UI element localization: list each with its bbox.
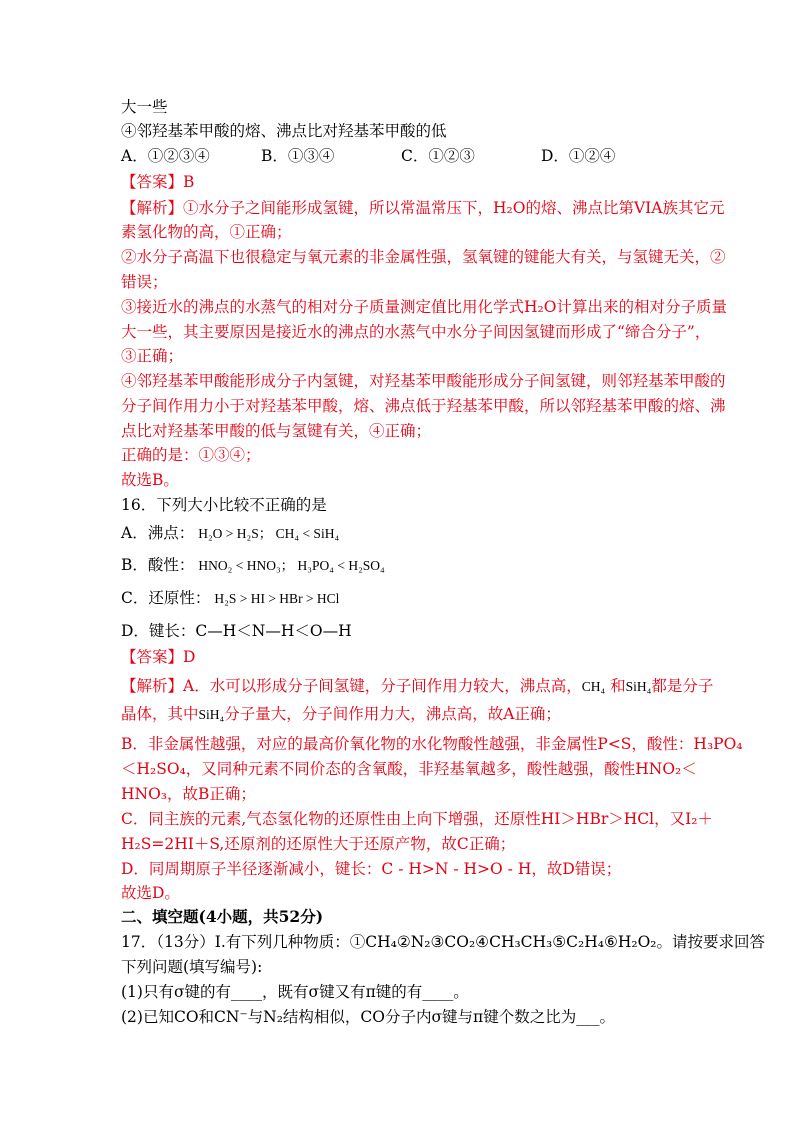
question-17: 下列问题(填写编号): — [121, 958, 263, 976]
formula: SiH₄ — [198, 707, 225, 722]
explanation-line: 点比对羟基苯甲酸的低与氢键有关，④正确； — [121, 422, 432, 440]
explanation-line: 故选B。 — [121, 471, 179, 489]
text-line: 大一些 — [121, 98, 168, 116]
option-label: A．沸点： — [121, 524, 195, 542]
explanation-line: ②水分子高温下也很稳定与氧元素的非金属性强，氢氧键的键能大有关，与氢键无关，② — [121, 248, 726, 266]
explanation-line: B．非金属性越强，对应的最高价氧化物的水化物酸性越强，非金属性P<S，酸性：H₃PO₄ — [121, 735, 743, 753]
explanation-line: 分子间作用力小于对羟基苯甲酸，熔、沸点低于羟基苯甲酸，所以邻羟基苯甲酸的熔、沸 — [121, 397, 726, 415]
option-c: C．①②③ — [401, 147, 475, 165]
formula: SiH₄ — [625, 679, 652, 694]
explanation-line: 正确的是：①③④； — [121, 446, 261, 464]
explanation-line: 故选D。 — [121, 884, 180, 902]
formula: CH₄ — [581, 679, 606, 694]
option-label: C．还原性： — [121, 589, 211, 607]
answer-label: 【答案】B — [121, 173, 195, 191]
q16-option-b — [121, 554, 385, 577]
option-a: A．①②③④ — [121, 147, 210, 165]
explanation-line: HNO₃，故B正确； — [121, 785, 256, 803]
explanation-line: 【解析】①水分子之间能形成氢键，所以常温常压下，H₂O的熔、沸点比第VIA族其它元 — [121, 199, 725, 217]
explanation-line: ＜H₂SO₄，又同种元素不同价态的含氧酸，非羟基氧越多，酸性越强，酸性HNO₂＜ — [121, 760, 697, 778]
text-span: 都是分子 — [651, 677, 714, 695]
formula: HNO₂ < HNO₃； H₃PO₄ < H₂SO₄ — [198, 558, 385, 573]
explanation-line: ③接近水的沸点的水蒸气的相对分子质量测定值比用化学式H₂O计算出来的相对分子质量 — [121, 298, 727, 316]
explanation-line — [121, 703, 561, 726]
option-label: B．酸性： — [121, 556, 195, 574]
formula: H₂S > HI > HBr > HCl — [214, 591, 340, 606]
explanation-line: ④邻羟基苯甲酸能形成分子内氢键，对羟基苯甲酸能形成分子间氢键，则邻羟基苯甲酸的 — [121, 372, 726, 390]
text-span: 【解析】A．水可以形成分子间氢键，分子间作用力较大，沸点高， — [121, 677, 582, 695]
q16-option-a — [121, 522, 339, 545]
formula: H₂O > H₂S； CH₄ < SiH₄ — [198, 526, 340, 541]
q16-option-d: D．键长：C—H＜N—H＜O—H — [121, 622, 352, 640]
section-heading: 二、填空题(4小题，共52分) — [121, 907, 324, 926]
option-b: B．①③④ — [261, 147, 335, 165]
text-span: 和 — [605, 677, 626, 695]
question-16: 16．下列大小比较不正确的是 — [121, 496, 327, 514]
q16-option-c — [121, 587, 339, 610]
explanation-line: 错误； — [121, 273, 168, 291]
answer-label: 【答案】D — [121, 648, 196, 666]
explanation-line: D．同周期原子半径逐渐减小，键长：C - H>N - H>O - H，故D错误； — [121, 860, 622, 878]
text-span: 分子量大，分子间作用力大，沸点高，故A正确； — [224, 705, 561, 723]
explanation-line: C．同主族的元素,气态氢化物的还原性由上向下增强，还原性HI＞HBr＞HCl，又I₂＋ — [121, 810, 713, 828]
question-17: 17．（13分）I.有下列几种物质：①CH₄②N₂③CO₂④CH₃CH₃⑤C₂H₄⑥H₂O₂。请按要求回答 — [121, 933, 766, 951]
question-17-part-2: (2)已知CO和CN⁻与N₂结构相似，CO分子内σ键与π键个数之比为___。 — [121, 1008, 615, 1026]
question-17-part-1: (1)只有σ键的有____，既有σ键又有π键的有____。 — [121, 983, 469, 1001]
explanation-line: ③正确； — [121, 347, 184, 365]
explanation-line: 大一些，其主要原因是接近水的沸点的水蒸气中水分子间因氢键而形成了“缔合分子”， — [121, 323, 711, 341]
explanation-line: H₂S=2HI＋S,还原剂的还原性大于还原产物，故C正确； — [121, 835, 516, 853]
option-d: D．①②④ — [541, 147, 616, 165]
q15-options — [121, 145, 615, 167]
explanation-line: 素氢化物的高，①正确； — [121, 223, 292, 241]
text-span: 晶体，其中 — [121, 705, 199, 723]
text-line: ④邻羟基苯甲酸的熔、沸点比对羟基苯甲酸的低 — [121, 122, 447, 140]
explanation-line — [121, 675, 713, 698]
